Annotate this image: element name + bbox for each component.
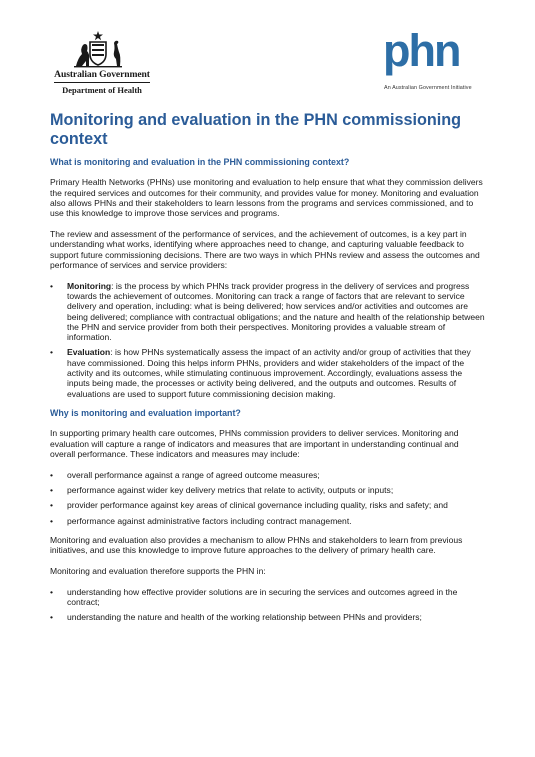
bullet-icon: • (50, 500, 53, 511)
government-title: Australian Government (54, 69, 150, 80)
support-list (50, 587, 486, 623)
list-item (50, 516, 486, 526)
bullet-icon: • (50, 484, 53, 495)
list-item (50, 612, 486, 622)
bullet-icon: • (50, 469, 53, 480)
header-divider (54, 82, 150, 83)
list-item-text: performance against administrative factors including contract management. (67, 515, 352, 526)
term-monitoring: Monitoring (67, 280, 112, 291)
definition-text: : is the process by which PHNs track provider progress in the delivery of services and progress towards the achievement of outcomes. Monitoring can track a range of factors that are relevant to service delivery and operation, including: what is being delivered; how services and/or activities and outcomes are being delivered; compliance with contractual obligations; and the nature and health of the relationship between the PHN and service provider from both their perspectives. Monitoring provides a valuable stream of information. (67, 280, 485, 343)
term-evaluation: Evaluation (67, 347, 111, 358)
list-item-text: performance against wider key delivery metrics that relate to activity, outputs or inputs; (67, 484, 394, 495)
department-name: Department of Health (62, 85, 142, 95)
list-item-text: understanding how effective provider solutions are in securing the services and outcomes agreed in the contract; (67, 586, 458, 607)
list-item-text: understanding the nature and health of the working relationship between PHNs and providers; (67, 612, 422, 623)
list-item (50, 500, 486, 510)
bullet-icon: • (50, 586, 53, 597)
phn-logo: phn (383, 25, 460, 76)
list-item (50, 587, 486, 608)
paragraph: The review and assessment of the performance of services, and the achievement of outcomes, is a key part in understanding what works, identifying where approaches need to change, and capturing valuable feedback to support future commissioning decisions. There are two ways in which PHNs review and assess the outcomes and performance of services and service providers: (50, 228, 480, 270)
indicator-list (50, 470, 486, 526)
bullet-icon: • (50, 515, 53, 526)
definition-list (50, 281, 486, 399)
paragraph: Primary Health Networks (PHNs) use monitoring and evaluation to help ensure that what they commission delivers the required services and outcomes for their community, and provides value for money. Monitoring and evaluation also allows PHNs and their stakeholders to learn lessons from the programs and services commissioned, and to use this knowledge to improve those services and programs. (50, 177, 483, 219)
bullet-icon: • (50, 347, 53, 358)
section-heading-why: Why is monitoring and evaluation important? (50, 407, 241, 418)
document-body (50, 157, 486, 632)
paragraph: Monitoring and evaluation also provides a mechanism to allow PHNs and stakeholders to learn from previous initiatives, and use this knowledge to improve future approaches to the delivery of primary health care. (50, 534, 463, 556)
definition-text: : is how PHNs systematically assess the impact of an activity and/or group of activities that they have commissioned. Doing this helps inform PHNs, providers and wider stakeholders of the impact of the activity and its outcomes, while stimulating continuous improvement. Accordingly, evaluations assess the inputs being made, the processes or activity being delivered, and the outputs and outcomes. Results of evaluations are used to support future commissioning decision making. (67, 347, 471, 399)
bullet-icon: • (50, 612, 53, 623)
list-item (50, 485, 486, 495)
list-item (50, 281, 486, 343)
list-item-text: overall performance against a range of agreed outcome measures; (67, 469, 320, 480)
paragraph: Monitoring and evaluation therefore supports the PHN in: (50, 565, 266, 576)
phn-tagline: An Australian Government Initiative (384, 85, 472, 91)
list-item (50, 347, 486, 398)
list-item-text: provider performance against key areas of clinical governance including quality, risks and safety; and (67, 500, 448, 511)
paragraph: In supporting primary health care outcomes, PHNs commission providers to deliver services. Monitoring and evaluation will capture a range of indicators and measures that are important in understanding continual and overall performance. These indicators and measures may include: (50, 428, 459, 459)
section-heading-what: What is monitoring and evaluation in the PHN commissioning context? (50, 157, 350, 167)
list-item (50, 470, 486, 480)
coat-of-arms-icon (70, 30, 126, 70)
bullet-icon: • (50, 280, 53, 291)
page-title: Monitoring and evaluation in the PHN commissioning context (50, 111, 462, 148)
